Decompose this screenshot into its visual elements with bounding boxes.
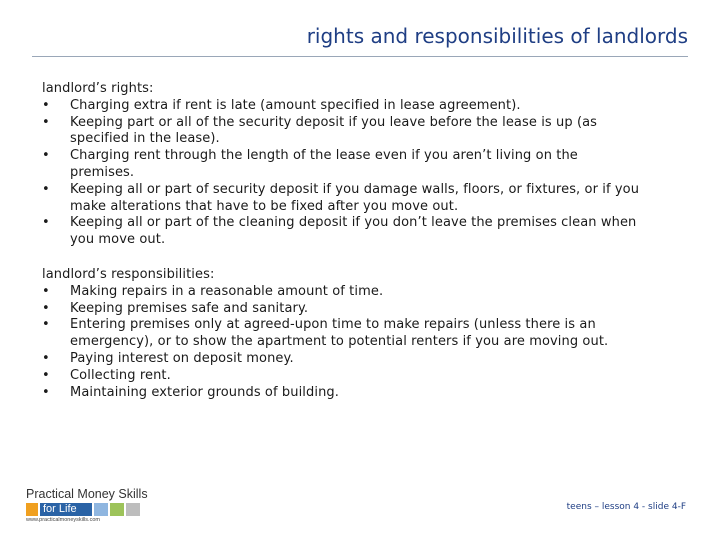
bullet-icon: • [42, 300, 50, 316]
logo-gray-block [126, 503, 140, 516]
bullet-icon: • [42, 367, 50, 383]
slide-footer: teens – lesson 4 - slide 4-F [566, 502, 686, 512]
bullet-icon: • [42, 350, 50, 366]
bullet-icon: • [42, 114, 50, 130]
list-item: • Collecting rent. [42, 367, 171, 383]
slide-title: rights and responsibilities of landlords [306, 24, 688, 48]
bullet-icon: • [42, 283, 50, 299]
list-item: • Keeping all or part of security deposit if you damage walls, floors, or fixtures, or if you make alterations that have to be fixed after you move out. [42, 181, 640, 214]
list-item: • Charging rent through the length of the lease even if you aren’t living on the premises. [42, 148, 578, 180]
bullet-icon: • [42, 148, 50, 164]
rights-list [42, 98, 642, 249]
logo-color-blocks [26, 503, 156, 516]
rights-heading: landlord’s rights: [42, 81, 154, 96]
list-item: • Keeping all or part of the cleaning deposit if you don’t leave the premises clean when you move out. [42, 215, 637, 248]
list-item: • Entering premises only at agreed-upon time to make repairs (unless there is an emergency), or to show the apartment to potential renters if you are moving out. [42, 317, 609, 350]
bullet-icon: • [42, 384, 50, 400]
list-item: • Charging extra if rent is late (amount specified in lease agreement). [42, 97, 521, 113]
logo-text: Practical Money Skills [26, 487, 148, 501]
list-item: • Keeping premises safe and sanitary. [42, 300, 309, 316]
bullet-icon: • [42, 215, 50, 231]
list-item: • Maintaining exterior grounds of building. [42, 384, 339, 400]
responsibilities-heading: landlord’s responsibilities: [42, 266, 215, 282]
list-item: • Paying interest on deposit money. [42, 350, 294, 366]
bullet-icon: • [42, 97, 50, 113]
responsibilities-list [42, 284, 642, 402]
logo-orange-block [26, 503, 38, 516]
title-divider [32, 56, 688, 57]
logo-lightblue-block [94, 503, 108, 516]
bullet-icon: • [42, 317, 50, 333]
list-item: • Making repairs in a reasonable amount of time. [42, 283, 384, 299]
logo-green-block [110, 503, 124, 516]
logo-url: www.practicalmoneyskills.com [26, 517, 100, 523]
bullet-icon: • [42, 181, 50, 197]
logo-for-life: for Life [40, 503, 92, 516]
slide-body [42, 81, 642, 401]
practical-money-skills-logo [26, 487, 166, 527]
list-item: • Keeping part or all of the security deposit if you leave before the lease is up (as specified in the lease). [42, 114, 598, 147]
